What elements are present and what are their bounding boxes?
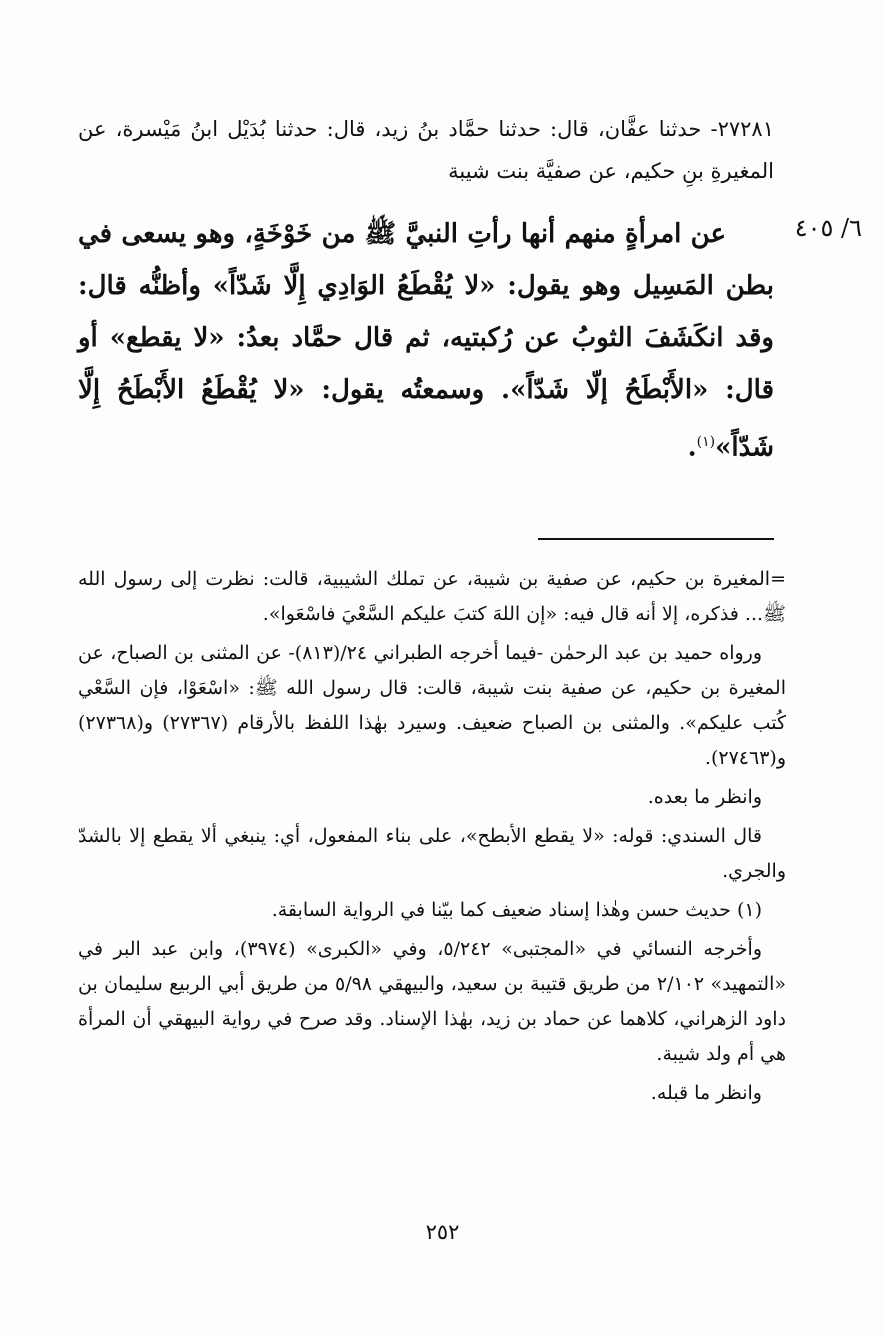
isnad-text: ٢٧٢٨١- حدثنا عفَّان، قال: حدثنا حمَّاد بنُ زيد، قال: حدثنا بُدَيْل ابنُ مَيْسرة، عن المغيرةِ بنِ حكيم، عن صفيَّة بنت شيبة <box>78 117 774 183</box>
page-number: ٢٥٢ <box>425 1220 460 1244</box>
matn-paragraph <box>78 208 774 474</box>
footnote-separator <box>538 538 774 540</box>
footnote-reference: (١) <box>696 434 716 450</box>
footnote-paragraph: =المغيرة بن حكيم، عن صفية بن شيبة، عن تملك الشيبية، قالت: نظرت إلى رسول الله ﷺ... فذكره، إلا أنه قال فيه: «إن اللهَ كتبَ عليكم السَّعْيَ فاسْعَوا». <box>78 568 786 625</box>
matn-end-punct: . <box>687 432 697 463</box>
footnotes-section <box>78 562 786 1115</box>
hadith-isnad <box>78 108 774 192</box>
footnote-paragraph: وأخرجه النسائي في «المجتبى» ٥/٢٤٢، وفي «الكبرى» (٣٩٧٤)، وابن عبد البر في «التمهيد» ٢/١٠٢ من طريق قتيبة بن سعيد، والبيهقي ٥/٩٨ من طريق أبي الربيع سليمان بن داود الزهراني، كلاهما عن حماد بن زيد، بهٰذا الإسناد. وقد صرح في رواية البيهقي أن المرأة هي أم ولد شيبة. <box>78 938 786 1065</box>
matn-text: عن امرأةٍ منهم أنها رأتِ النبيَّ ﷺ من خَوْخَةٍ، وهو يسعى في بطن المَسِيل وهو يقول: «لا يُقْطَعُ الوَادِي إِلَّا شَدّاً» وأظنُّه قال: وقد انكَشَفَ الثوبُ عن رُكبتيه، ثم قال حمَّاد بعدُ: «لا يقطع» أو قال: «الأَبْطَحُ إلّا شَدّاً». وسمعتُه يقول: «لا يُقْطَعُ الأَبْطَحُ إِلَّا شَدّاً» <box>78 219 774 463</box>
footnote-paragraph: وانظر ما بعده. <box>647 786 762 808</box>
volume-page-reference: ٦/ ٤٠٥ <box>794 214 862 242</box>
footnote-paragraph: وانظر ما قبله. <box>650 1082 762 1104</box>
hadith-matn <box>78 208 774 474</box>
footnote-paragraph: قال السندي: قوله: «لا يقطع الأبطح»، على بناء المفعول، أي: ينبغي ألا يقطع إلا بالشدّ والجري. <box>78 825 786 882</box>
footnote-paragraph: (١) حديث حسن وهٰذا إسناد ضعيف كما بيّنا في الرواية السابقة. <box>271 899 762 921</box>
footnote-paragraph: ورواه حميد بن عبد الرحمٰن -فيما أخرجه الطبراني ٢٤/(٨١٣)- عن المثنى بن الصباح، عن المغيرة بن حكيم، عن صفية بنت شيبة، قالت: قال رسول الله ﷺ: «اسْعَوْا، فإن السَّعْي كُتب عليكم». والمثنى بن الصباح ضعيف. وسيرد بهٰذا اللفظ بالأرقام (٢٧٣٦٧) و(٢٧٣٦٨) و(٢٧٤٦٣). <box>78 642 786 769</box>
